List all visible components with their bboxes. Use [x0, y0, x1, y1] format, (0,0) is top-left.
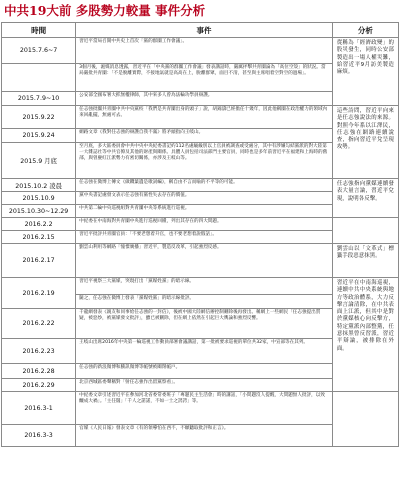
table-header-row	[2, 23, 399, 38]
analysis-cell: 劉雲山以「文革式」標籤手段惡意抹黑。	[332, 244, 398, 278]
header-date: 時間	[2, 23, 76, 38]
row-date: 2016.3-1	[2, 392, 76, 425]
row-date: 2015.10.9	[2, 192, 76, 205]
table-row	[2, 392, 399, 425]
row-event: 中共第二輪中央巡視組對共青團中央等系統進行巡視。	[76, 205, 333, 218]
row-date: 2015.7.9~10	[2, 92, 76, 106]
table-row	[2, 179, 399, 192]
analysis-cell: 這些詩問，習近平向來是任志強說法的來源。對照今年系以江澤民，任志強在網路連續說查，指向習近平兌呈現攻勢。	[332, 106, 398, 179]
table-row	[2, 278, 399, 295]
row-event: 網路文章《我對任志強的辯護自我不滿》將矛頭指向王岐山。	[76, 129, 333, 143]
row-event: 中紀委文章引述習近平在參加河北省委常委班子「專題民主生活會」時的講話，「小問題沒人提醒，大問題無人批評，以致釀成大禍」。「主任闊」「千人之諾諾，不如一士之諤諤」等。	[76, 392, 333, 425]
table-row	[2, 244, 399, 278]
row-date: 2016.3-3	[2, 425, 76, 447]
row-date: 2016.2.22	[2, 309, 76, 339]
row-date: 2015.9.22	[2, 106, 76, 129]
table-row	[2, 218, 399, 231]
table-row	[2, 106, 399, 129]
row-event: 任志強的新浪微博和騰訊微博等帳號被關閉帳戶。	[76, 364, 333, 379]
row-date: 2015.9 月底	[2, 143, 76, 179]
row-date: 2016.2.29	[2, 379, 76, 392]
row-date	[2, 64, 76, 92]
row-event: 習近平當局召開中共史上首次「黨的群團工作會議」。	[76, 38, 333, 64]
header-event: 事件	[76, 23, 333, 38]
row-date: 2015.10.30~12.29	[2, 205, 76, 218]
row-event: 王岐山出席2016年中央第一輪巡視工作動員部署會議講話，第一批被要求巡視的單位共32家，中宣部等在其列。	[76, 339, 333, 364]
row-event: 習近平視察三大黨媒，突現打出「黨媒姓黨」的暗示線。	[76, 278, 333, 295]
row-event: 官媒《人民日報》發表文章《有的領導怕在西不，不願聽取批評和正言》。	[76, 425, 333, 447]
event-analysis-table	[1, 22, 399, 447]
row-event: 公安部全國布署大抓無權律師，其中來多人曾為法輪功學員辯護。	[76, 92, 333, 106]
row-date: 2015.10.2 凌晨	[2, 179, 76, 192]
analysis-cell: 從稱為「經濟政變」的股災發生，同時公安部製造出一場人權災難，給習近平9月訪美製造麻煩。	[332, 38, 398, 106]
row-date: 2015.9.24	[2, 129, 76, 143]
analysis-cell-empty	[332, 218, 398, 244]
row-event: 3個月後，滬媒消息透露，習近平在「中央黨的群團工作會議」發表講話時，嚴厲抨擊共青團淪為「高位空殼」的狀況。當局嚴批共青團：「不是脫離實際，不接地氣就是高高在上，脫離群眾，面目不清，甚至與主席唱着空對空的過場」。	[76, 64, 333, 92]
row-date: 2016.2.2	[2, 218, 76, 231]
row-event: 黨中央書記處發文表示任志強有黨性失去存在的價值。	[76, 192, 333, 205]
row-date: 2016.2.19	[2, 278, 76, 309]
row-event: 習近平批評共青團官員：「不要老想着升官，也不要老想着說假話」。	[76, 231, 333, 244]
row-event: 隨之，任志強在微博上發表「黨媒姓黨」的暗示線批評。	[76, 295, 333, 309]
analysis-cell-empty	[332, 392, 398, 447]
row-date: 2016.2.23	[2, 339, 76, 364]
row-date: 2016.2.28	[2, 364, 76, 379]
row-date: 2016.2.15	[2, 231, 76, 244]
row-event: 中紀委在中南海對共青團中央進行巡視回饋，列出其存在的四大問題。	[76, 218, 333, 231]
row-event: 任志強在微博上傳文《做鑽葉遺是歌詞編》，稱自由不言而喻的不平等的可能。	[76, 179, 333, 192]
analysis-cell: 任志強指向黨媒連續發表大量言論，習近平兌現，說明各反擊。	[332, 179, 398, 218]
row-event: 北京西城區委聲稱對「射任志強作出留黨察看」。	[76, 379, 333, 392]
row-event: 任志強批團共青團中共中央黨校「我們是共青團出身的頭子」說，胡錦濤已經擔任十幾年，因此他稱團在政治權力的領域內來回亂擺，無處可去。	[76, 106, 333, 129]
header-analysis: 分析	[332, 23, 398, 38]
row-date: 2015.7.6~7	[2, 38, 76, 64]
row-event: 至月底，多大區委員會中共中央中央紀委書記約112名處級級別以上官員被調查或受處分，其中有涉嫌勾結黨派的對大陸第一大雜誌社等中共官僚及其他的財產與關係。具體人員包括司法部門主要官員，同時也是多年前習近平在福建和上海時的舊部，與曾慶紅江派勢力有密切關係，亦涉及王岐山等。	[76, 143, 333, 179]
row-event: 千龍網發表《親友和同事給任志強的一封信》，後被中國大陸網信辦控制刪除後再發出。稱網上一些網民「任志強提出質疑，被惡炒，被黨媒發文批評」，雖已被刪除，但在網上依然在引起巨大輿論和強烈反響。	[76, 309, 333, 339]
row-event: 劉雲山利用等網路「憧憬廣播」習近平，製造反改革，引起強烈反感。	[76, 244, 333, 278]
table-row	[2, 38, 399, 64]
analysis-cell: 習近平在中南海巡視，連續中共中央系統與地方等政治體系，大力反擊言論清除，在中共表面上江派，但其中是對於黨媒核心向反擊方，特定黨派內部整黨，任意抹黑曾反習派，習近平辯論，被排除在外面。	[332, 278, 398, 392]
row-date: 2016.2.17	[2, 244, 76, 278]
page-title: 中共19大前 多股勢力較量 事件分析	[4, 3, 206, 18]
